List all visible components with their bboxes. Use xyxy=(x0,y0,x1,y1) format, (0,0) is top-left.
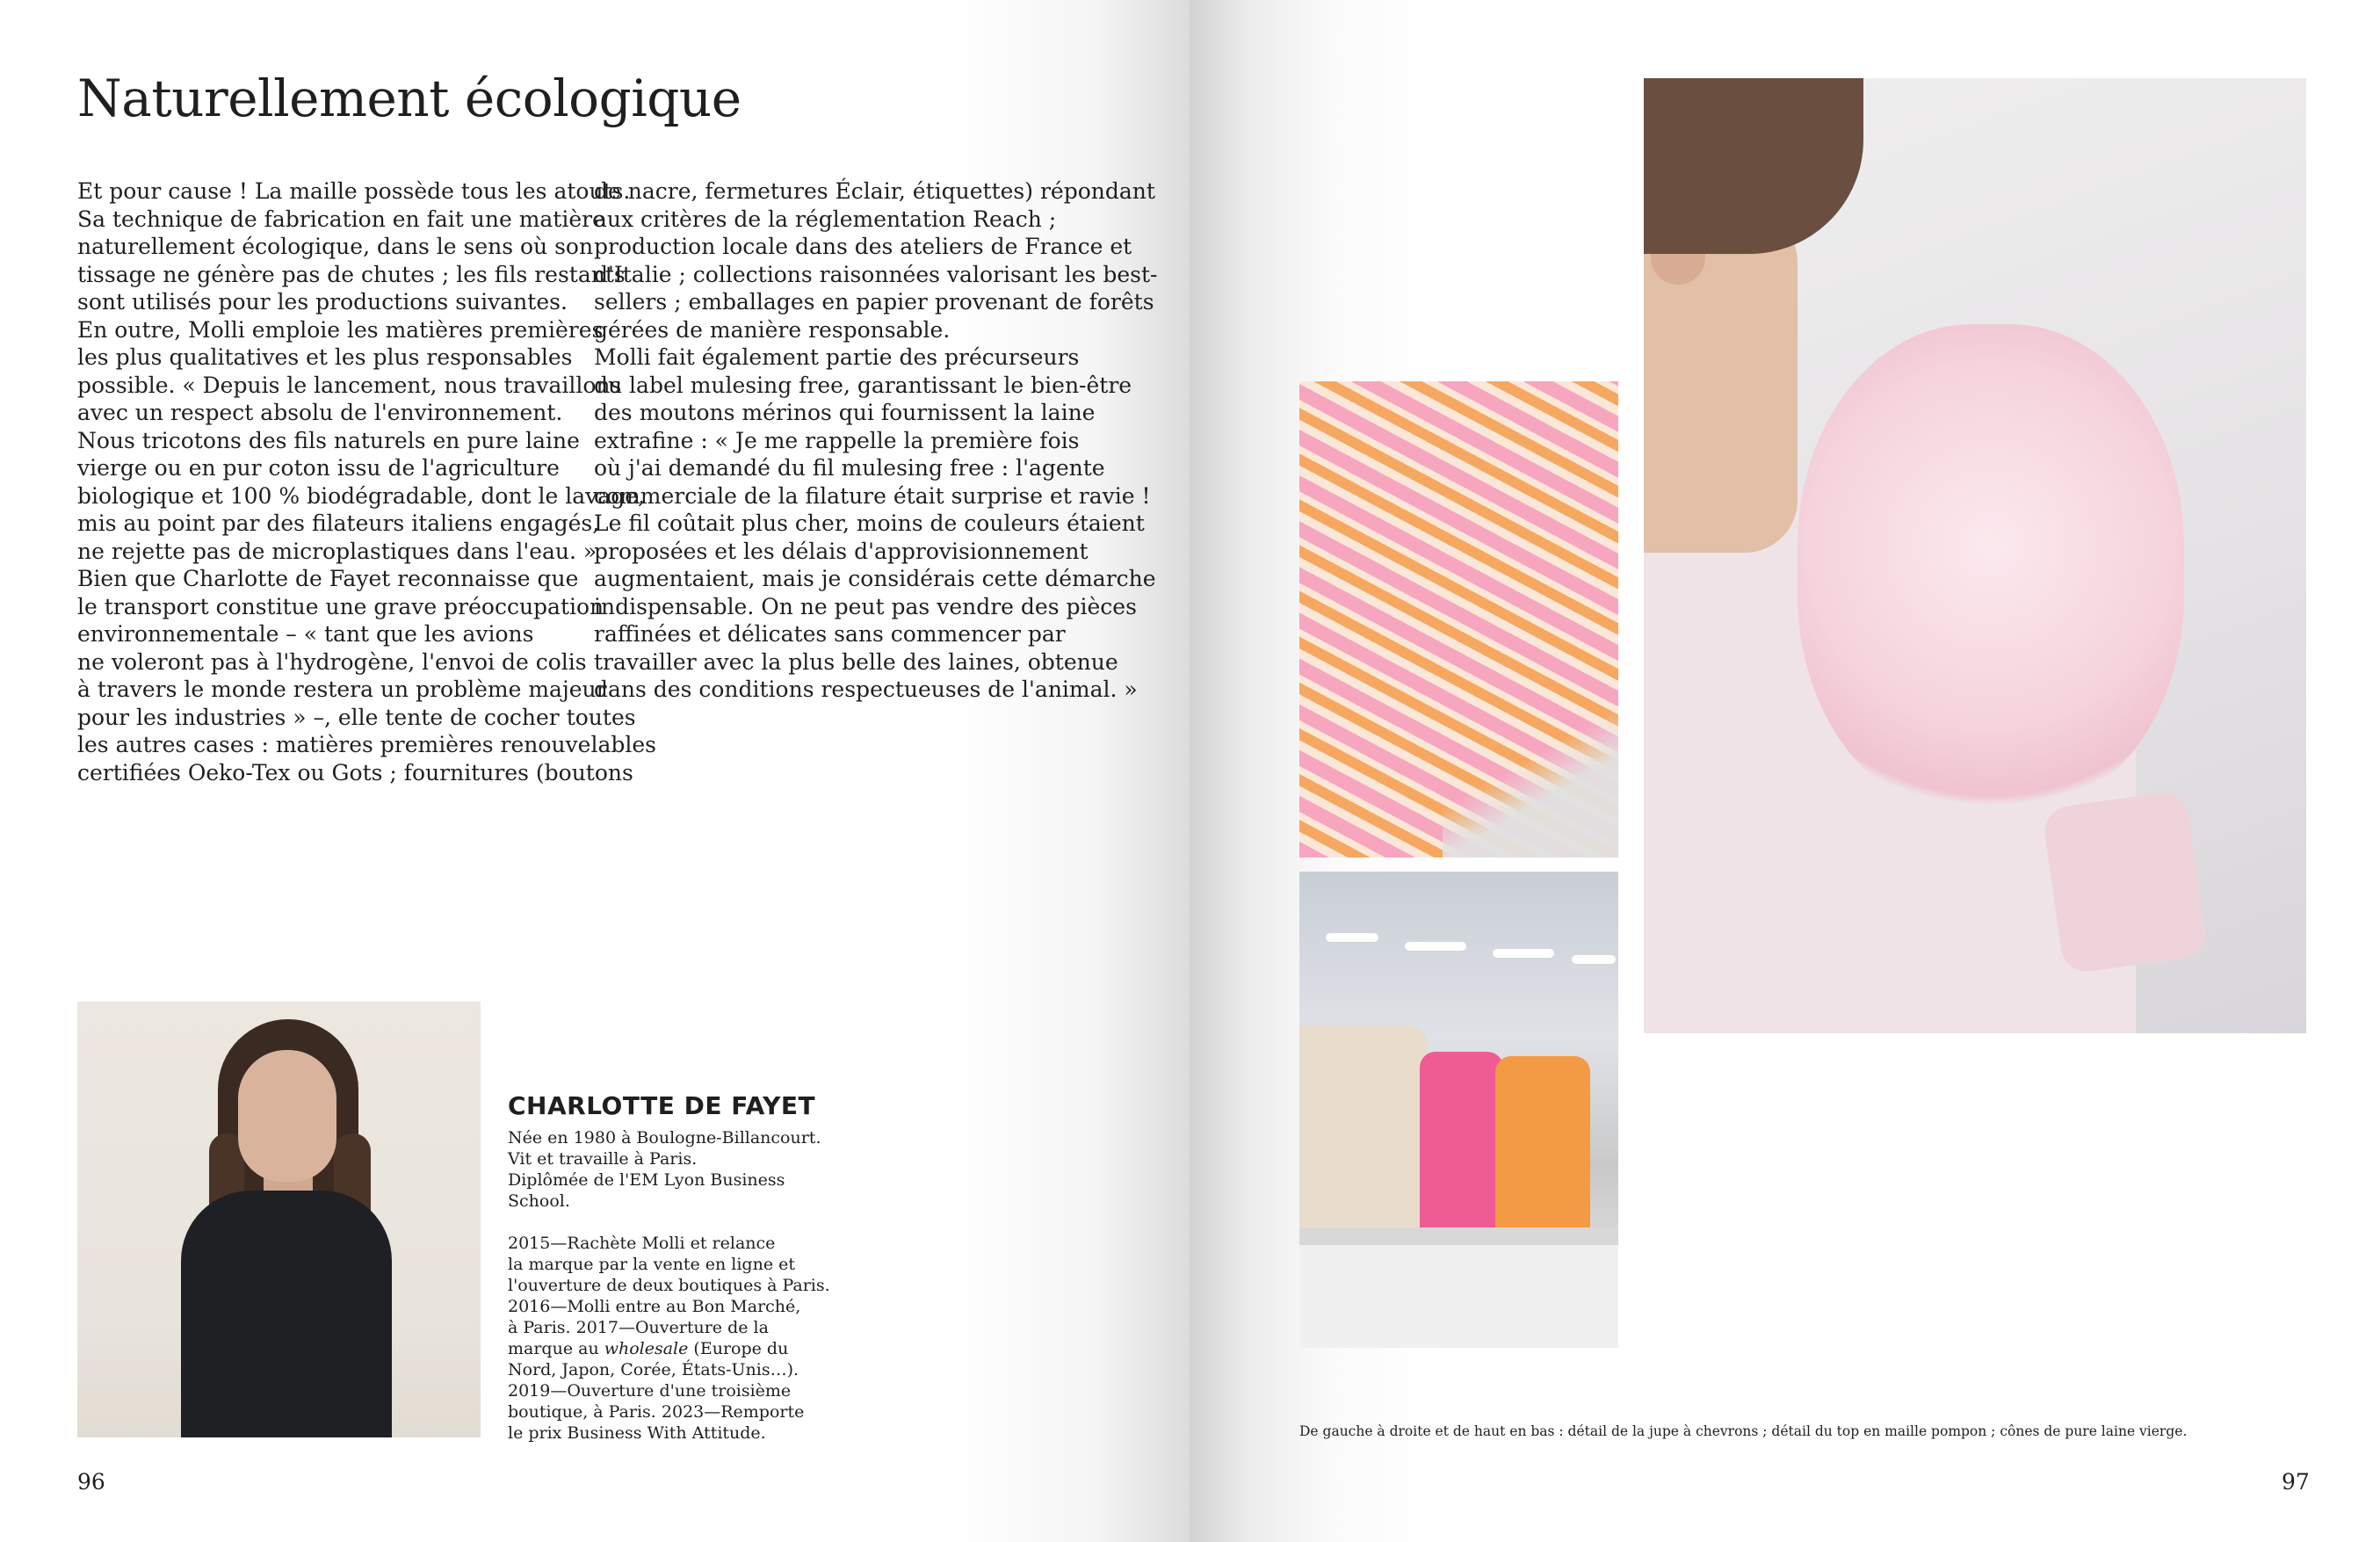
text-line: commerciale de la filature était surprise et ravie ! xyxy=(594,482,1151,509)
bio-text: (Europe du xyxy=(688,1339,789,1358)
text-line: ne voleront pas à l'hydrogène, l'envoi de colis xyxy=(77,648,587,675)
bio-line xyxy=(508,1338,830,1359)
text-line: Bien que Charlotte de Fayet reconnaisse que xyxy=(77,566,579,591)
page-number-right: 97 xyxy=(2282,1469,2310,1495)
text-line: pour les industries » –, elle tente de cocher toutes xyxy=(77,704,636,730)
text-line: où j'ai demandé du fil mulesing free : l'agente xyxy=(594,455,1105,481)
text-line: environnementale – « tant que les avions xyxy=(77,621,534,647)
text-line: production locale dans des ateliers de France et xyxy=(594,234,1132,259)
text-line: Nous tricotons des fils naturels en pure laine xyxy=(77,427,580,453)
text-line: à travers le monde restera un problème majeur xyxy=(77,677,607,702)
page-number-left: 96 xyxy=(77,1469,105,1495)
bio-text: marque au xyxy=(508,1339,604,1358)
bio-line: Diplômée de l'EM Lyon Business xyxy=(508,1170,785,1190)
text-line: Et pour cause ! La maille possède tous les atouts. xyxy=(77,178,631,204)
bio-line: School. xyxy=(508,1191,570,1211)
text-line: des moutons mérinos qui fournissent la laine xyxy=(594,400,1096,425)
bio-italic-word: wholesale xyxy=(604,1339,689,1358)
bio-line: Vit et travaille à Paris. xyxy=(508,1149,698,1169)
bio-line: 2016—Molli entre au Bon Marché, xyxy=(508,1297,801,1316)
text-line: d'Italie ; collections raisonnées valorisant les best- xyxy=(594,261,1158,287)
text-column-2 xyxy=(594,177,1158,704)
bio-line: boutique, à Paris. 2023—Remporte xyxy=(508,1402,805,1422)
text-line: gérées de manière responsable. xyxy=(594,316,951,343)
bio-line: l'ouverture de deux boutiques à Paris. xyxy=(508,1276,830,1295)
pompom-top-photo xyxy=(1644,78,2306,1033)
bio-timeline xyxy=(508,1233,830,1444)
bio-line: la marque par la vente en ligne et xyxy=(508,1255,795,1274)
text-line: raffinées et délicates sans commencer par xyxy=(594,621,1066,647)
bio-line: à Paris. 2017—Ouverture de la xyxy=(508,1318,769,1337)
bio-line: 2019—Ouverture d'une troisième xyxy=(508,1381,792,1401)
bio-line: le prix Business With Attitude. xyxy=(508,1423,766,1443)
text-line: du label mulesing free, garantissant le bien-être xyxy=(594,372,1132,398)
text-line: En outre, Molli emploie les matières premières xyxy=(77,316,604,343)
text-line: Sa technique de fabrication en fait une matière xyxy=(77,206,605,232)
text-line: certifiées Oeko-Tex ou Gots ; fournitures (boutons xyxy=(77,759,633,785)
chevron-knit-photo xyxy=(1299,381,1618,858)
text-line: les plus qualitatives et les plus responsables xyxy=(77,344,573,370)
bio-intro xyxy=(508,1127,821,1212)
text-line: tissage ne génère pas de chutes ; les fils restants xyxy=(77,261,626,287)
text-line: sont utilisés pour les productions suivantes. xyxy=(77,289,568,315)
text-line: naturellement écologique, dans le sens où son xyxy=(77,234,594,259)
text-line: extrafine : « Je me rappelle la première fois xyxy=(594,427,1080,453)
text-line: de nacre, fermetures Éclair, étiquettes) répondant xyxy=(594,178,1155,204)
text-line: ne rejette pas de microplastiques dans l'eau. » xyxy=(77,538,597,564)
text-line: mis au point par des filateurs italiens engagés, xyxy=(77,510,600,536)
bio-line: Nord, Japon, Corée, États-Unis…). xyxy=(508,1360,799,1379)
text-line: travailler avec la plus belle des laines, obtenue xyxy=(594,648,1118,675)
yarn-cones-photo xyxy=(1299,872,1618,1348)
text-line: augmentaient, mais je considérais cette démarche xyxy=(594,566,1156,591)
text-line: avec un respect absolu de l'environnement. xyxy=(77,400,563,425)
bio-line: 2015—Rachète Molli et relance xyxy=(508,1234,776,1253)
text-line: Le fil coûtait plus cher, moins de couleurs étaient xyxy=(594,510,1145,536)
text-line: les autres cases : matières premières renouvelables xyxy=(77,732,656,757)
text-line: biologique et 100 % biodégradable, dont le lavage, xyxy=(77,482,645,509)
text-line: aux critères de la réglementation Reach ; xyxy=(594,206,1057,232)
text-line: dans des conditions respectueuses de l'animal. » xyxy=(594,677,1138,702)
bio-line: Née en 1980 à Boulogne-Billancourt. xyxy=(508,1128,821,1147)
article-title: Naturellement écologique xyxy=(77,69,741,128)
text-line: possible. « Depuis le lancement, nous travaillons xyxy=(77,372,622,398)
text-line: le transport constitue une grave préoccupation xyxy=(77,593,604,619)
text-line: Molli fait également partie des précurseurs xyxy=(594,344,1080,370)
text-line: vierge ou en pur coton issu de l'agriculture xyxy=(77,455,560,481)
text-line: indispensable. On ne peut pas vendre des pièces xyxy=(594,593,1137,619)
text-line: sellers ; emballages en papier provenant de forêts xyxy=(594,289,1154,315)
photo-caption: De gauche à droite et de haut en bas : détail de la jupe à chevrons ; détail du top en maille pompon ; cônes de pure laine vierge. xyxy=(1299,1423,2188,1439)
text-column-1 xyxy=(77,177,656,786)
portrait-photo xyxy=(77,1002,481,1437)
bio-name: CHARLOTTE DE FAYET xyxy=(508,1091,816,1120)
text-line: proposées et les délais d'approvisionnement xyxy=(594,538,1089,564)
